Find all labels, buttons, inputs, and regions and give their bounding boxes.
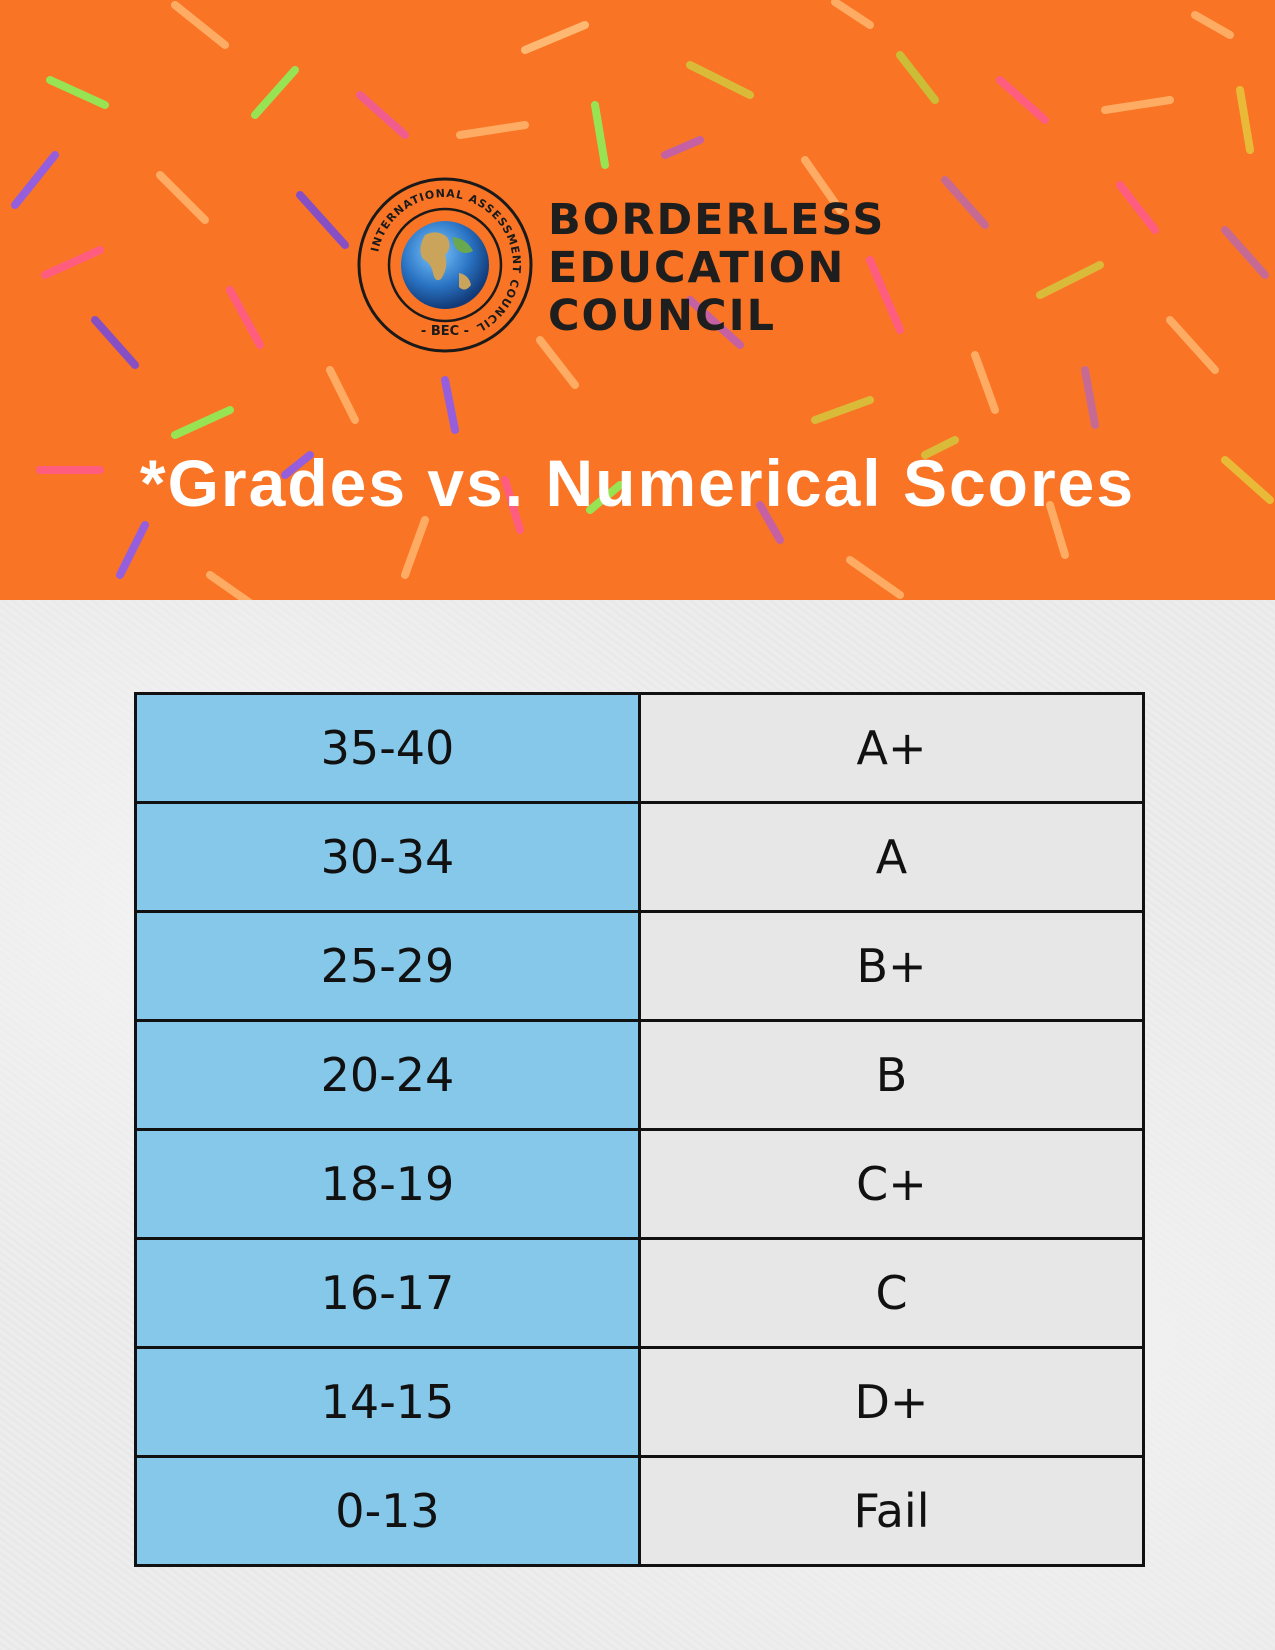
- confetti-stick: [665, 140, 700, 155]
- confetti-stick: [175, 5, 225, 45]
- score-range-cell: 30-34: [136, 803, 640, 912]
- confetti-stick: [1105, 100, 1170, 110]
- table-row: [136, 694, 1144, 803]
- confetti-stick: [1240, 90, 1250, 150]
- score-range-cell: 35-40: [136, 694, 640, 803]
- confetti-stick: [95, 320, 135, 365]
- confetti-stick: [175, 410, 230, 435]
- confetti-stick: [160, 175, 205, 220]
- confetti-stick: [15, 155, 55, 205]
- table-row: [136, 912, 1144, 1021]
- confetti-stick: [405, 520, 425, 575]
- confetti-stick: [1120, 185, 1155, 230]
- confetti-stick: [210, 575, 260, 600]
- grade-cell: C+: [640, 1130, 1144, 1239]
- confetti-stick: [360, 95, 405, 135]
- score-range-cell: 16-17: [136, 1239, 640, 1348]
- grade-table: [134, 692, 1145, 1567]
- brand-name: [548, 196, 885, 340]
- confetti-stick: [850, 560, 900, 595]
- score-range-cell: 14-15: [136, 1348, 640, 1457]
- table-row: [136, 803, 1144, 912]
- score-range-cell: 20-24: [136, 1021, 640, 1130]
- confetti-stick: [255, 70, 295, 115]
- confetti-stick: [900, 55, 935, 100]
- confetti-stick: [330, 370, 355, 420]
- brand-line-3: COUNCIL: [548, 291, 776, 341]
- confetti-stick: [1170, 320, 1215, 370]
- grade-cell: C: [640, 1239, 1144, 1348]
- confetti-stick: [945, 180, 985, 225]
- confetti-stick: [975, 355, 995, 410]
- logo-ring-text: INTERNATIONAL ASSESSMENT COUNCIL: [368, 186, 524, 335]
- confetti-stick: [1195, 15, 1230, 35]
- grade-cell: B: [640, 1021, 1144, 1130]
- confetti-stick: [230, 290, 260, 345]
- confetti-stick: [1040, 265, 1100, 295]
- confetti-stick: [690, 65, 750, 95]
- score-range-cell: 18-19: [136, 1130, 640, 1239]
- table-row: [136, 1457, 1144, 1566]
- confetti-stick: [50, 80, 105, 105]
- confetti-stick: [1000, 80, 1045, 120]
- confetti-stick: [300, 195, 345, 245]
- confetti-stick: [445, 380, 455, 430]
- confetti-stick: [525, 25, 585, 50]
- table-row: [136, 1021, 1144, 1130]
- grade-cell: D+: [640, 1348, 1144, 1457]
- table-row: [136, 1239, 1144, 1348]
- confetti-stick: [835, 2, 870, 25]
- page-title: *Grades vs. Numerical Scores: [139, 446, 1136, 520]
- table-row: [136, 1348, 1144, 1457]
- brand-line-2: EDUCATION: [548, 243, 846, 293]
- globe-seal-icon: [355, 175, 535, 355]
- logo-abbreviation: - BEC -: [420, 324, 470, 339]
- grade-cell: A+: [640, 694, 1144, 803]
- confetti-stick: [120, 525, 145, 575]
- header-banner: [0, 0, 1275, 600]
- confetti-stick: [460, 125, 525, 135]
- grade-table-body: [136, 694, 1144, 1566]
- confetti-stick: [45, 250, 100, 275]
- brand-line-1: BORDERLESS: [548, 195, 886, 245]
- grade-cell: B+: [640, 912, 1144, 1021]
- score-range-cell: 0-13: [136, 1457, 640, 1566]
- grade-cell: Fail: [640, 1457, 1144, 1566]
- table-row: [136, 1130, 1144, 1239]
- confetti-stick: [1225, 230, 1265, 275]
- grade-cell: A: [640, 803, 1144, 912]
- confetti-stick: [1085, 370, 1095, 425]
- score-range-cell: 25-29: [136, 912, 640, 1021]
- confetti-stick: [595, 105, 605, 165]
- confetti-stick: [540, 340, 575, 385]
- confetti-stick: [815, 400, 870, 420]
